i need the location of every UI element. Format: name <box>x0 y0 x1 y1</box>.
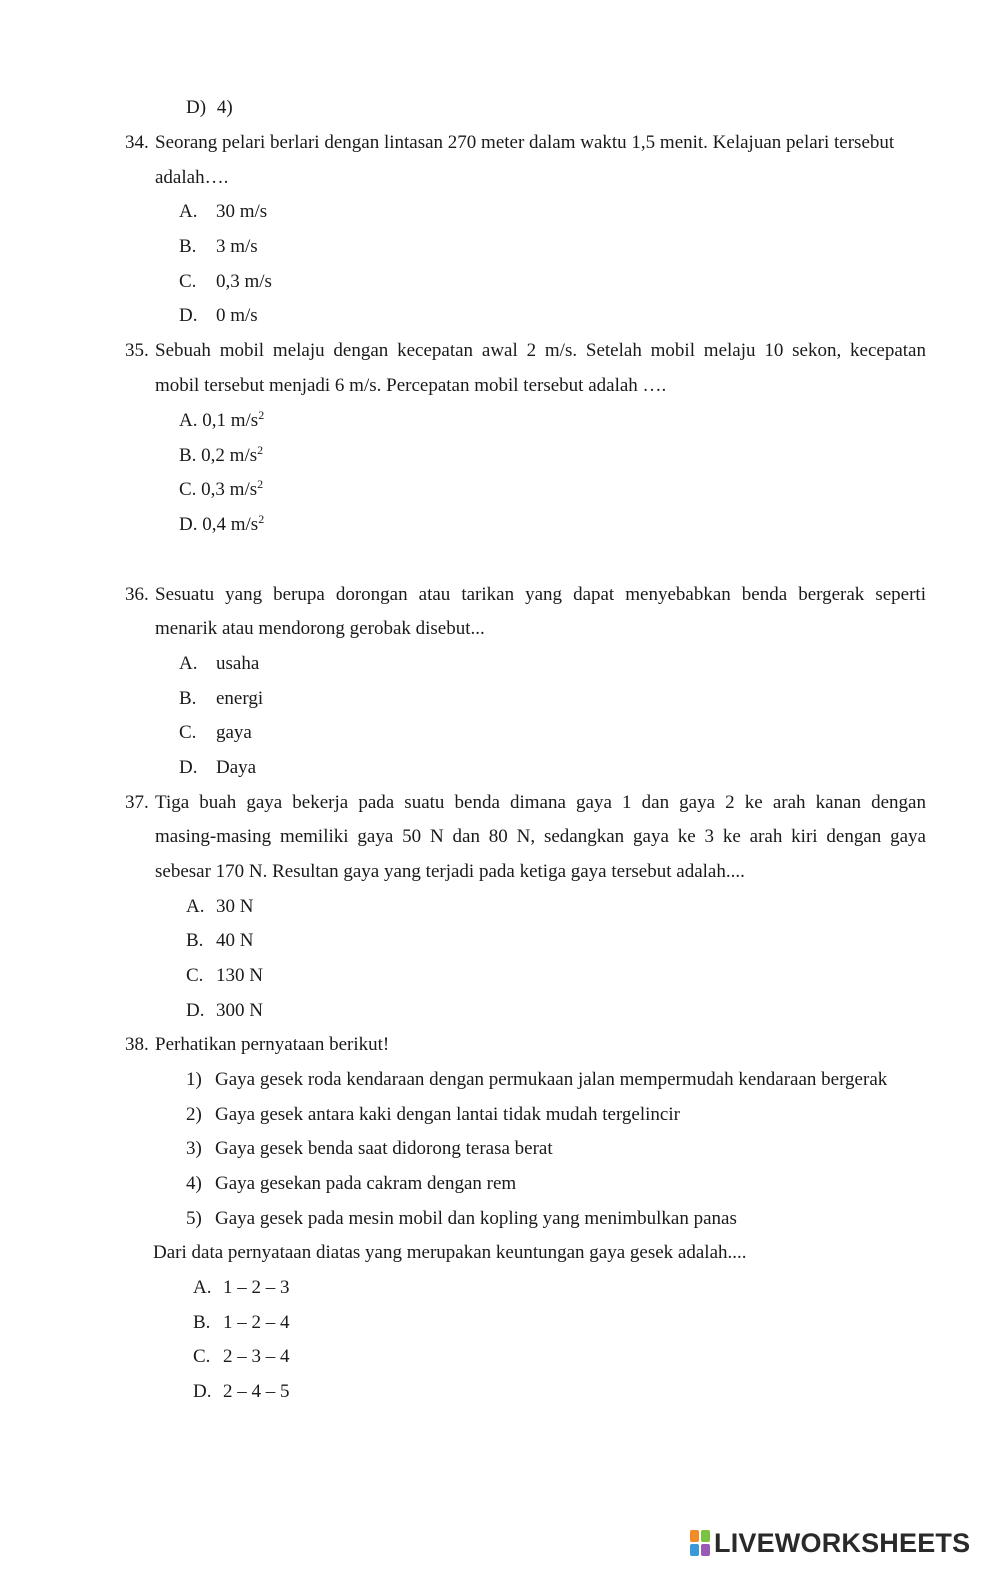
option-letter: B. <box>179 688 197 709</box>
option-letter: B. <box>179 236 197 257</box>
statement-3 <box>186 1137 553 1161</box>
option-text: energi <box>216 688 264 709</box>
option-c <box>179 721 252 745</box>
option-letter: D. <box>179 757 198 778</box>
statement-4 <box>186 1172 517 1196</box>
option-letter: C. <box>193 1346 211 1367</box>
option-letter: C. <box>186 965 204 986</box>
option-d <box>193 1380 290 1404</box>
option-b <box>179 687 264 711</box>
question-number: 38. <box>125 1034 149 1055</box>
option-text: Daya <box>216 757 257 778</box>
option-text: 300 N <box>216 1000 263 1021</box>
option-a <box>179 200 268 224</box>
statement-number: 3) <box>186 1138 202 1159</box>
question-number: 34. <box>125 132 149 153</box>
statement-number: 2) <box>186 1104 202 1125</box>
q33-option-d <box>186 96 233 120</box>
option-a <box>193 1276 290 1300</box>
liveworksheets-watermark <box>690 1527 970 1559</box>
option-text: 30 m/s <box>216 201 268 222</box>
option-a <box>179 652 260 676</box>
question-text-line-1: Sesuatu yang berupa dorongan atau tarikan yang dapat menyebabkan benda bergerak seperti <box>155 584 926 605</box>
option-c <box>186 964 263 988</box>
option-c <box>179 478 263 502</box>
question-text-line-2: masing-masing memiliki gaya 50 N dan 80 N, sedangkan gaya ke 3 ke arah kiri dengan gaya <box>155 826 926 847</box>
option-text: 4) <box>216 97 233 118</box>
option-letter: A. <box>193 1277 212 1298</box>
option-a <box>186 895 254 919</box>
superscript: 2 <box>258 512 265 526</box>
question-text-line-1: Tiga buah gaya bekerja pada suatu benda dimana gaya 1 dan gaya 2 ke arah kanan dengan <box>155 792 926 813</box>
option-letter: D. <box>193 1381 212 1402</box>
superscript: 2 <box>257 477 264 491</box>
option-letter: D) <box>186 97 207 118</box>
statement-number: 4) <box>186 1173 202 1194</box>
option-text: 0,3 m/s <box>216 271 272 292</box>
option-text: 1 – 2 – 4 <box>223 1312 290 1333</box>
option-a <box>179 409 264 433</box>
superscript: 2 <box>257 443 264 457</box>
option-b <box>186 929 254 953</box>
question-text-line-1: Perhatikan pernyataan berikut! <box>155 1034 390 1055</box>
option-text: B. 0,2 m/s <box>179 445 258 466</box>
option-c <box>179 270 272 294</box>
option-d <box>186 999 263 1023</box>
question-number: 35. <box>125 340 149 361</box>
watermark-text: LIVEWORKSHEETS <box>714 1527 971 1558</box>
option-b <box>179 235 258 259</box>
statement-text: Gaya gesek pada mesin mobil dan kopling yang menimbulkan panas <box>215 1208 737 1229</box>
option-text: 1 – 2 – 3 <box>223 1277 290 1298</box>
statement-number: 5) <box>186 1208 202 1229</box>
statement-2 <box>186 1103 680 1127</box>
option-letter: D. <box>179 305 198 326</box>
question-text-line-1: Seorang pelari berlari dengan lintasan 270 meter dalam waktu 1,5 menit. Kelajuan pelari tersebut <box>155 132 895 153</box>
statement-text: Gaya gesek roda kendaraan dengan permukaan jalan mempermudah kendaraan bergerak <box>215 1069 888 1090</box>
option-text: gaya <box>216 722 252 743</box>
option-text: C. 0,3 m/s <box>179 479 258 500</box>
option-text: A. 0,1 m/s <box>179 410 259 431</box>
option-b <box>179 444 263 468</box>
option-text: 40 N <box>216 930 254 951</box>
statement-1 <box>186 1068 888 1092</box>
option-c <box>193 1345 290 1369</box>
option-text: 130 N <box>216 965 263 986</box>
option-letter: A. <box>186 896 205 917</box>
option-text: usaha <box>216 653 260 674</box>
statement-number: 1) <box>186 1069 202 1090</box>
superscript: 2 <box>258 408 265 422</box>
question-text-line-2: mobil tersebut menjadi 6 m/s. Percepatan mobil tersebut adalah …. <box>155 375 667 396</box>
question-number: 37. <box>125 792 149 813</box>
question-prompt: Dari data pernyataan diatas yang merupakan keuntungan gaya gesek adalah.... <box>153 1242 747 1263</box>
option-text: D. 0,4 m/s <box>179 514 259 535</box>
question-text-line-2: menarik atau mendorong gerobak disebut... <box>155 618 485 639</box>
option-letter: D. <box>186 1000 205 1021</box>
statement-text: Gaya gesekan pada cakram dengan rem <box>215 1173 517 1194</box>
option-text: 2 – 3 – 4 <box>223 1346 290 1367</box>
question-text-line-1: Sebuah mobil melaju dengan kecepatan awal 2 m/s. Setelah mobil melaju 10 sekon, kecepatan <box>155 340 926 361</box>
option-letter: A. <box>179 653 198 674</box>
question-text-line-2: adalah…. <box>155 167 229 188</box>
option-letter: C. <box>179 722 197 743</box>
option-d <box>179 304 258 328</box>
option-b <box>193 1311 290 1335</box>
option-letter: C. <box>179 271 197 292</box>
option-letter: B. <box>186 930 204 951</box>
option-d <box>179 513 264 537</box>
statement-text: Gaya gesek antara kaki dengan lantai tidak mudah tergelincir <box>215 1104 680 1125</box>
question-number: 36. <box>125 584 149 605</box>
question-text-line-3: sebesar 170 N. Resultan gaya yang terjadi pada ketiga gaya tersebut adalah.... <box>155 861 745 882</box>
statement-5 <box>186 1207 737 1231</box>
option-text: 30 N <box>216 896 254 917</box>
option-d <box>179 756 257 780</box>
option-text: 2 – 4 – 5 <box>223 1381 290 1402</box>
liveworksheets-logo-icon <box>690 1529 712 1557</box>
option-text: 0 m/s <box>216 305 258 326</box>
option-text: 3 m/s <box>216 236 258 257</box>
option-letter: A. <box>179 201 198 222</box>
statement-text: Gaya gesek benda saat didorong terasa berat <box>215 1138 553 1159</box>
option-letter: B. <box>193 1312 211 1333</box>
